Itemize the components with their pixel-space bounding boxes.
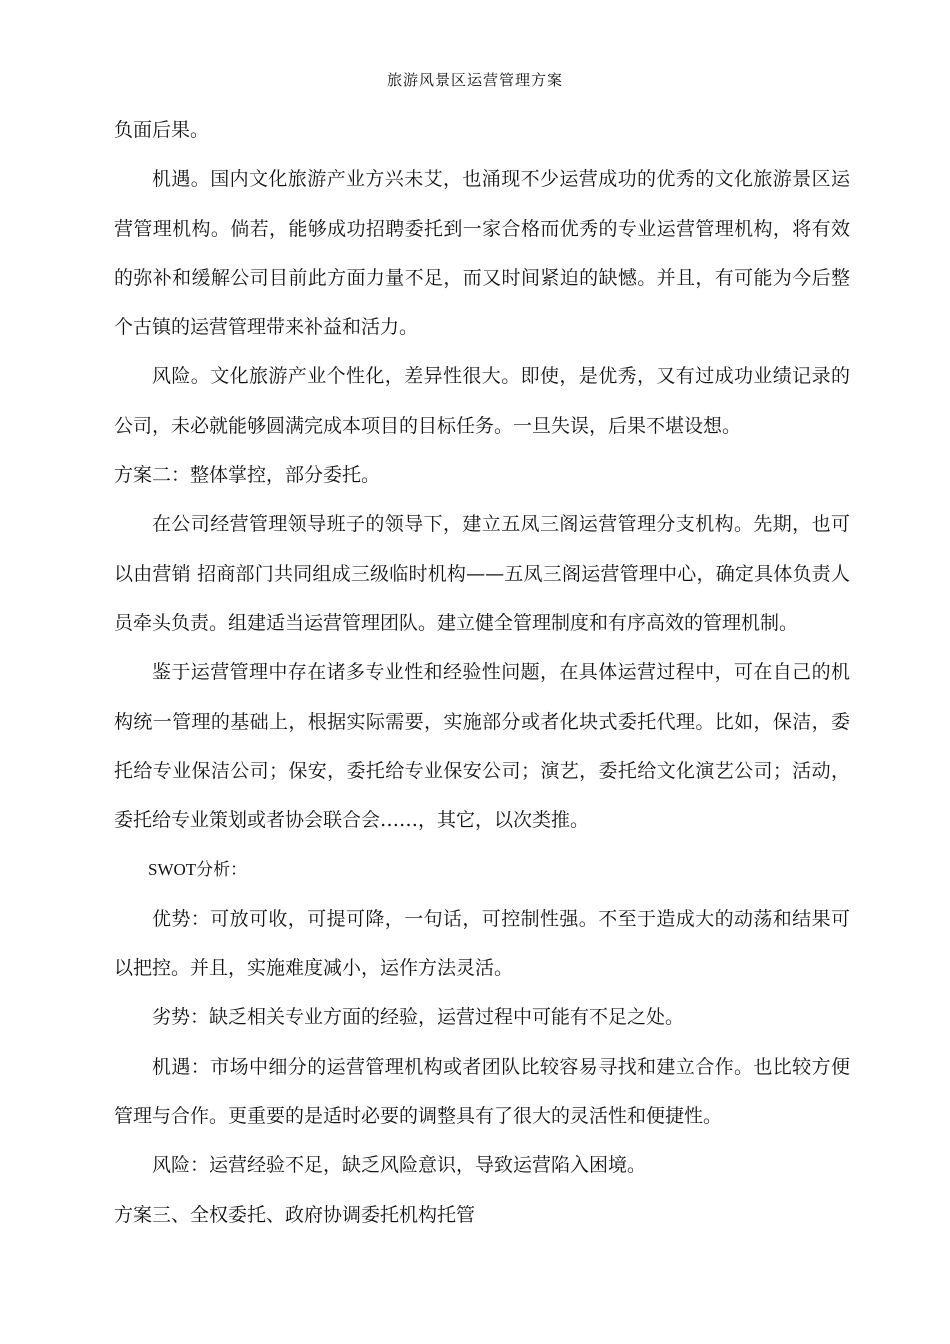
paragraph-opportunity: 机遇。国内文化旅游产业方兴未艾，也涌现不少运营成功的优秀的文化旅游景区运营管理机构。倘若，能够成功招聘委托到一家合格而优秀的专业运营管理机构，将有效的弥补和缓解公司目前此方面力量不足，而又时间紧迫的缺憾。并且，有可能为今后整个古镇的运营管理带来补益和活力。 — [114, 168, 850, 339]
paragraph-continuation: 负面后果。 — [114, 119, 210, 141]
swot-threats: 风险：运营经验不足，缺乏风险意识，导致运营陷入困境。 — [152, 1154, 647, 1177]
swot-opportunities: 机遇：市场中细分的运营管理机构或者团队比较容易寻找和建立合作。也比较方便管理与合作。更重要的是适时必要的调整具有了很大的灵活性和便捷性。 — [114, 1055, 850, 1127]
document-body — [114, 106, 850, 1240]
paragraph-risk: 风险。文化旅游产业个性化，差异性很大。即使，是优秀，又有过成功业绩记录的公司，未必就能够圆满完成本项目的目标任务。一旦失误，后果不堪设想。 — [114, 365, 850, 437]
page-header-title: 旅游风景区运营管理方案 — [386, 71, 563, 89]
swot-weaknesses: 劣势：缺乏相关专业方面的经验，运营过程中可能有不足之处。 — [152, 1006, 685, 1029]
section-heading-plan-two: 方案二：整体掌控，部分委托。 — [114, 464, 381, 487]
paragraph-plan-two-structure: 在公司经营管理领导班子的领导下，建立五凤三阁运营管理分支机构。先期，也可以由营销 招商部门共同组成三级临时机构——五凤三阁运营管理中心，确定具体负责人员牵头负责。组建适当运营管理团队。建立健全管理制度和有序高效的管理机制。 — [114, 513, 850, 634]
paragraph-plan-two-delegation: 鉴于运营管理中存在诸多专业性和经验性问题，在具体运营过程中，可在自己的机构统一管理的基础上，根据实际需要，实施部分或者化块式委托代理。比如，保洁，委托给专业保洁公司；保安，委托给专业保安公司；演艺，委托给文化演艺公司；活动，委托给专业策划或者协会联合会……，其它，以次类推。 — [114, 661, 850, 832]
swot-strengths: 优势：可放可收，可提可降，一句话，可控制性强。不至于造成大的动荡和结果可以把控。并且，实施难度减小，运作方法灵活。 — [114, 907, 850, 980]
section-heading-plan-three: 方案三、全权委托、政府协调委托机构托管 — [114, 1203, 476, 1226]
swot-heading: SWOT分析： — [148, 860, 248, 880]
